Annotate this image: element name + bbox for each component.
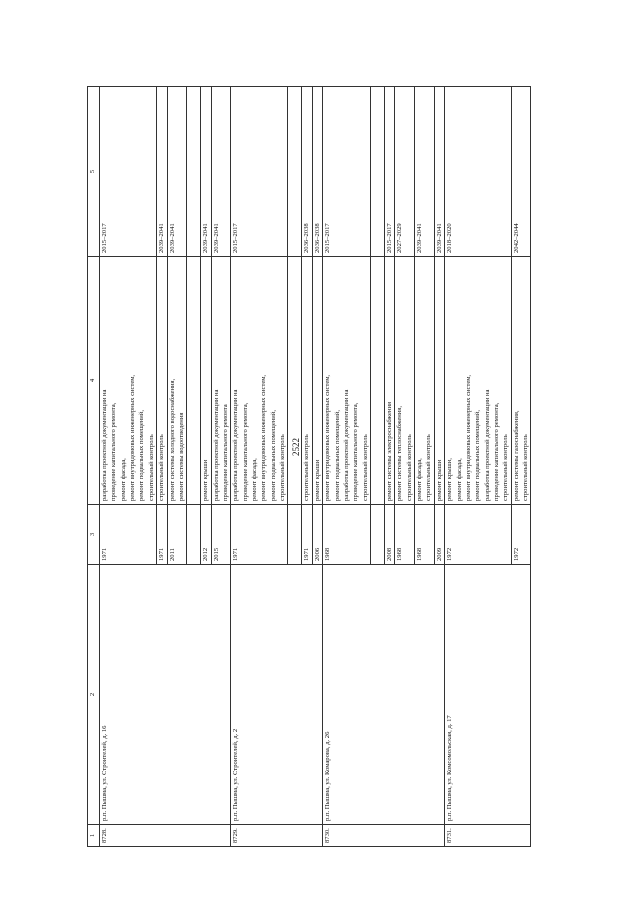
repair-work-line: ремонт внутридомовых инженерных систем, — [464, 374, 472, 501]
repair-work-line: ремонт подвальных помещений, — [474, 410, 482, 501]
repair-work-line: строительный контроль — [361, 434, 369, 501]
repair-period-cell: 2015–2017 — [100, 87, 157, 257]
repair-work-cell — [302, 257, 312, 505]
repair-period-cell: 2018–2020 — [445, 87, 512, 257]
repair-work-cell — [415, 257, 435, 505]
repair-work-cell — [201, 257, 211, 505]
repair-work-line: разработка проектной документации на — [342, 389, 350, 501]
construction-year-cell — [288, 505, 302, 565]
repair-work-line: разработка проектной документации на — [101, 389, 108, 501]
repair-work-line: проведение капитального ремонта — [221, 404, 229, 501]
repair-work-cell — [187, 257, 201, 505]
repair-work-cell — [211, 257, 231, 505]
repair-work-line: ремонт внутридомовых инженерных систем, — [260, 374, 268, 501]
construction-year-cell: 1968 — [395, 505, 415, 565]
repair-period-cell: 2027–2029 — [395, 87, 415, 257]
column-header: 5 — [88, 87, 100, 257]
repair-work-cell — [370, 257, 384, 505]
table-body — [100, 87, 531, 847]
record-address: р.п. Пышма, ул. Комарова, д. 26 — [323, 565, 445, 825]
record-address: р.п. Пышма, ул. Комсомольская, д. 17 — [445, 565, 531, 825]
record-address: р.п. Пышма, ул. Строителей, д. 2 — [231, 565, 323, 825]
repair-period-cell: 2039–2041 — [157, 87, 167, 257]
repair-period-cell: 2039–2041 — [434, 87, 444, 257]
construction-year-cell: 1971 — [157, 505, 167, 565]
repair-work-line: ремонт внутридомовых инженерных систем, — [129, 374, 137, 501]
repair-work-cell — [100, 257, 157, 505]
table-row — [323, 87, 371, 847]
repair-work-cell — [511, 257, 531, 505]
repair-work-line: строительный контроль — [158, 434, 166, 501]
construction-year-cell: 2006 — [312, 505, 322, 565]
column-header: 1 — [88, 825, 100, 847]
repair-work-line: ремонт системы водоотведения — [177, 412, 185, 501]
construction-year-cell: 2012 — [201, 505, 211, 565]
repair-work-line: ремонт системы электроснабжения — [385, 401, 393, 501]
repair-period-cell: 2039–2041 — [415, 87, 435, 257]
construction-year-cell — [187, 505, 201, 565]
rotated-page-content — [87, 87, 599, 847]
repair-work-cell — [384, 257, 394, 505]
column-header: 3 — [88, 505, 100, 565]
construction-year-cell — [370, 505, 384, 565]
repair-period-cell: 2015–2017 — [231, 87, 288, 257]
repair-work-line: ремонт фасада, — [251, 458, 259, 501]
record-number: 8728. — [100, 825, 231, 847]
repair-work-cell — [167, 257, 187, 505]
repair-work-line: ремонт внутридомовых инженерных систем, — [324, 374, 332, 501]
construction-year-cell: 1971 — [231, 505, 288, 565]
repair-work-line: ремонт подвальных помещений, — [333, 410, 341, 501]
column-header: 4 — [88, 257, 100, 505]
repair-period-cell — [288, 87, 302, 257]
repair-work-line: ремонт крыши, — [446, 458, 454, 501]
construction-year-cell: 1972 — [445, 505, 512, 565]
repair-work-line: проведение капитального ремонта, — [492, 402, 500, 501]
repair-period-cell: 2036–2038 — [312, 87, 322, 257]
page-number: 2522 — [291, 438, 301, 456]
repair-work-line: строительный контроль — [522, 434, 530, 501]
record-number: 8731. — [445, 825, 531, 847]
repair-work-line: строительный контроль — [425, 434, 433, 501]
repair-period-cell: 2039–2041 — [201, 87, 211, 257]
construction-year-cell: 2015 — [211, 505, 231, 565]
repair-work-cell — [434, 257, 444, 505]
repair-work-line: ремонт фасада, — [119, 458, 127, 501]
construction-year-cell: 2008 — [384, 505, 394, 565]
construction-year-cell: 1971 — [100, 505, 157, 565]
repair-work-line: ремонт подвальных помещений, — [269, 410, 277, 501]
repair-schedule-table — [87, 86, 531, 847]
repair-work-line: ремонт системы холодного водоснабжения, — [168, 378, 176, 501]
repair-work-line: разработка проектной документации на — [212, 389, 220, 501]
table-row — [231, 87, 288, 847]
repair-work-line: ремонт системы теплоснабжения, — [396, 406, 404, 501]
column-header: 2 — [88, 565, 100, 825]
repair-work-cell — [445, 257, 512, 505]
repair-work-line: проведение капитального ремонта, — [241, 402, 249, 501]
repair-period-cell: 2036–2038 — [302, 87, 312, 257]
construction-year-cell: 2011 — [167, 505, 187, 565]
repair-work-line: разработка проектной документации на — [232, 389, 240, 501]
repair-period-cell: 2039–2041 — [211, 87, 231, 257]
table-row — [445, 87, 512, 847]
record-number: 8729. — [231, 825, 323, 847]
repair-work-line: ремонт крыши — [313, 459, 321, 501]
repair-period-cell: 2015–2017 — [323, 87, 371, 257]
repair-work-line: строительный контроль — [303, 434, 311, 501]
repair-period-cell: 2015–2017 — [384, 87, 394, 257]
repair-work-line: разработка проектной документации на — [483, 389, 491, 501]
repair-work-line: ремонт фасада, — [416, 458, 424, 501]
repair-work-line: строительный контроль — [405, 434, 413, 501]
repair-work-line: проведение капитального ремонта, — [110, 402, 118, 501]
repair-period-cell: 2042–2044 — [511, 87, 531, 257]
construction-year-cell: 2009 — [434, 505, 444, 565]
repair-work-line: ремонт системы газоснабжения, — [512, 410, 520, 501]
record-number: 8730. — [323, 825, 445, 847]
record-address: р.п. Пышма, ул. Строителей, д. 16 — [100, 565, 231, 825]
repair-work-line: строительный контроль — [147, 434, 155, 501]
repair-work-line: строительный контроль — [502, 434, 510, 501]
repair-work-line: ремонт крыши — [435, 459, 443, 501]
repair-work-line: ремонт подвальных помещений, — [138, 410, 146, 501]
construction-year-cell: 1968 — [415, 505, 435, 565]
construction-year-cell: 1972 — [511, 505, 531, 565]
repair-period-cell — [187, 87, 201, 257]
repair-period-cell: 2039–2041 — [167, 87, 187, 257]
repair-work-cell — [395, 257, 415, 505]
repair-work-cell — [157, 257, 167, 505]
construction-year-cell: 1971 — [302, 505, 312, 565]
repair-work-cell — [231, 257, 288, 505]
repair-work-line: проведение капитального ремонта, — [352, 402, 360, 501]
column-number-row — [88, 87, 100, 847]
repair-work-line: строительный контроль — [279, 434, 287, 501]
repair-work-cell — [288, 257, 302, 505]
repair-work-line: ремонт крыши — [202, 459, 210, 501]
table-row — [100, 87, 157, 847]
repair-work-cell — [312, 257, 322, 505]
repair-period-cell — [370, 87, 384, 257]
construction-year-cell: 1968 — [323, 505, 371, 565]
repair-work-line: ремонт фасада, — [455, 458, 463, 501]
repair-work-cell — [323, 257, 371, 505]
